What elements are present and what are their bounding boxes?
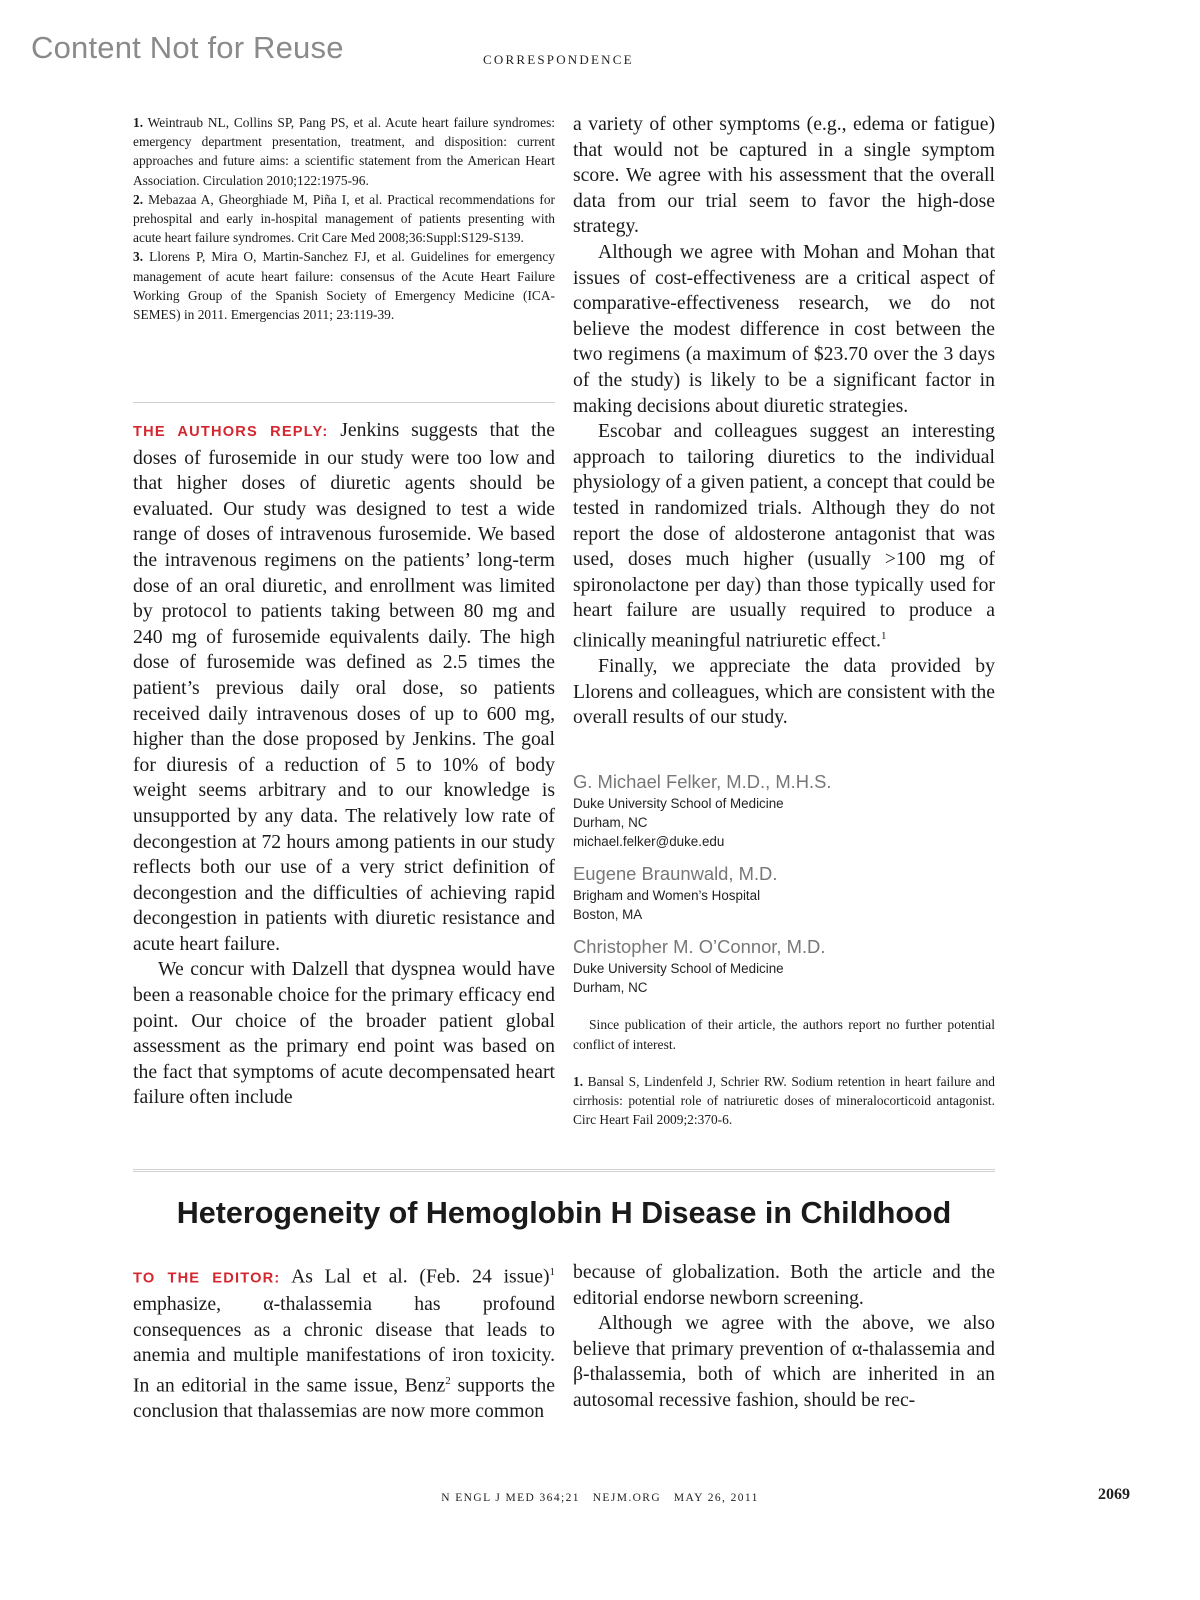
reference-item: 2. Mebazaa A, Gheorghiade M, Piña I, et al. Practical recommendations for prehospital and early in-hospital management of patients presenting with acute heart failure syndromes. Crit Care Med 2008;36:Suppl:S129-S139. (133, 191, 555, 246)
reference-item: 1. Bansal S, Lindenfeld J, Schrier RW. Sodium retention in heart failure and cirrhosis: potential role of natriuretic doses of mineralocorticoid antagonist. Circ Heart Fail 2009;2:370-6. (573, 1074, 995, 1128)
reference-right (573, 1072, 995, 1130)
reply-paragraph: Finally, we appreciate the data provided by Llorens and colleagues, which are consistent with the overall results of our study. (573, 655, 995, 729)
page-number: 2069 (1098, 1486, 1130, 1503)
journal-footer: N ENGL J MED 364;21 NEJM.ORG MAY 26, 2011 (441, 1492, 759, 1504)
reference-item: 3. Llorens P, Mira O, Martin-Sanchez FJ, et al. Guidelines for emergency management of acute heart failure: consensus of the Acute Heart Failure Working Group of the Spanish Society of Emergency Medicine (ICA-SEMES) in 2011. Emergencias 2011; 23:119-39. (133, 249, 555, 323)
author-location: Durham, NC (573, 815, 648, 830)
author-location: Durham, NC (573, 980, 648, 995)
disclosure-note: Since publication of their article, the authors report no further potential conflict of interest. (573, 1017, 995, 1052)
article-paragraph: TO THE EDITOR: As Lal et al. (Feb. 24 issue)$^1$ emphasize, α-thalassemia has profound consequences as a chronic disease that leads to anemia and multiple manifestations of iron toxicity. In an editorial in the same issue, Benz$^2$ supports the conclusion that thalassemias are now more common (133, 1265, 555, 1423)
reply-lead: THE AUTHORS REPLY: (133, 424, 329, 440)
editor-lead: TO THE EDITOR: (133, 1270, 281, 1287)
reply-paragraph: Although we agree with Mohan and Mohan that issues of cost-effectiveness are a critical aspect of comparative-effectiveness research, we do not believe the modest difference in cost between the two regimens (a maximum of $23.70 over the 3 days of the study) is likely to be a significant factor in making decisions about diuretic strategies. (573, 240, 995, 417)
article-body-right (573, 1260, 995, 1414)
author-affiliation: Brigham and Women’s Hospital (573, 888, 761, 903)
author-email[interactable]: michael.felker@duke.edu (573, 834, 725, 849)
reply-paragraph: Escobar and colleagues suggest an interesting approach to tailoring diuretics to the individual physiology of a given patient, a concept that could be tested in randomized trials. Although they do not report the dose of aldosterone antagonist that was used, doses much higher (usually >100 mg of spironolactone per day) than those typically used for heart failure are usually required to produce a clinically meaningful natriuretic effect.$^1$ (573, 420, 995, 652)
section-divider (133, 402, 555, 403)
author-name: Eugene Braunwald, M.D. (573, 863, 778, 884)
watermark: Content Not for Reuse (31, 30, 344, 65)
author-affiliation: Duke University School of Medicine (573, 961, 784, 976)
article-title: Heterogeneity of Hemoglobin H Disease in Childhood (176, 1196, 952, 1230)
signature-block (573, 770, 995, 851)
author-name: G. Michael Felker, M.D., M.H.S. (573, 771, 832, 792)
signature-block (573, 862, 995, 924)
reply-paragraph: THE AUTHORS REPLY: Jenkins suggests that the doses of furosemide in our study were too low and that higher doses of diuretic agents should be evaluated. Our study was designed to test a wide range of doses of intravenous furosemide. We based the intravenous regimens on the patients’ long-term dose of an oral diuretic, and enrollment was limited by protocol to patients taking between 80 mg and 240 mg of furosemide equivalents daily. The high dose of furosemide was defined as 2.5 times the patient’s previous daily oral dose, so patients received daily intravenous doses of up to 600 mg, higher than the dose proposed by Jenkins. The goal for diuresis of a reduction of 5 to 10% of body weight seems arbitrary and to our knowledge is unsupported by any data. The relatively low rate of decongestion at 72 hours among patients in our study reflects both our use of a very strict definition of decongestion and the difficulties of achieving rapid decongestion in patients with diuretic resistance and acute heart failure. (133, 419, 555, 955)
article-divider (133, 1169, 995, 1172)
reply-paragraph: a variety of other symptoms (e.g., edema or fatigue) that would not be captured in a single symptom score. We agree with his assessment that the overall data from our trial seem to favor the high-dose strategy. (573, 113, 995, 238)
author-location: Boston, MA (573, 907, 643, 922)
reply-continued (573, 112, 995, 731)
article-paragraph: Although we agree with the above, we also believe that primary prevention of α-thalassemia and β-thalassemia, both of which are inherited in an autosomal recessive fashion, should be rec- (573, 1312, 995, 1411)
author-affiliation: Duke University School of Medicine (573, 796, 784, 811)
authors-reply (133, 418, 555, 1111)
author-name: Christopher M. O’Connor, M.D. (573, 936, 826, 957)
section-label: CORRESPONDENCE (483, 52, 634, 67)
reference-item: 1. Weintraub NL, Collins SP, Pang PS, et al. Acute heart failure syndromes: emergency department presentation, treatment, and disposition: current approaches and future aims: a scientific statement from the American Heart Association. Circulation 2010;122:1975-96. (133, 115, 555, 188)
reply-paragraph: We concur with Dalzell that dyspnea would have been a reasonable choice for the primary efficacy end point. Our choice of the broader patient global assessment as the primary end point was based on the fact that symptoms of acute decompensated heart failure often include (133, 958, 555, 1109)
references-left (133, 113, 555, 324)
article-paragraph: because of globalization. Both the article and the editorial endorse newborn screening. (573, 1261, 995, 1309)
signature-block (573, 935, 995, 997)
article-body-left (133, 1260, 555, 1425)
